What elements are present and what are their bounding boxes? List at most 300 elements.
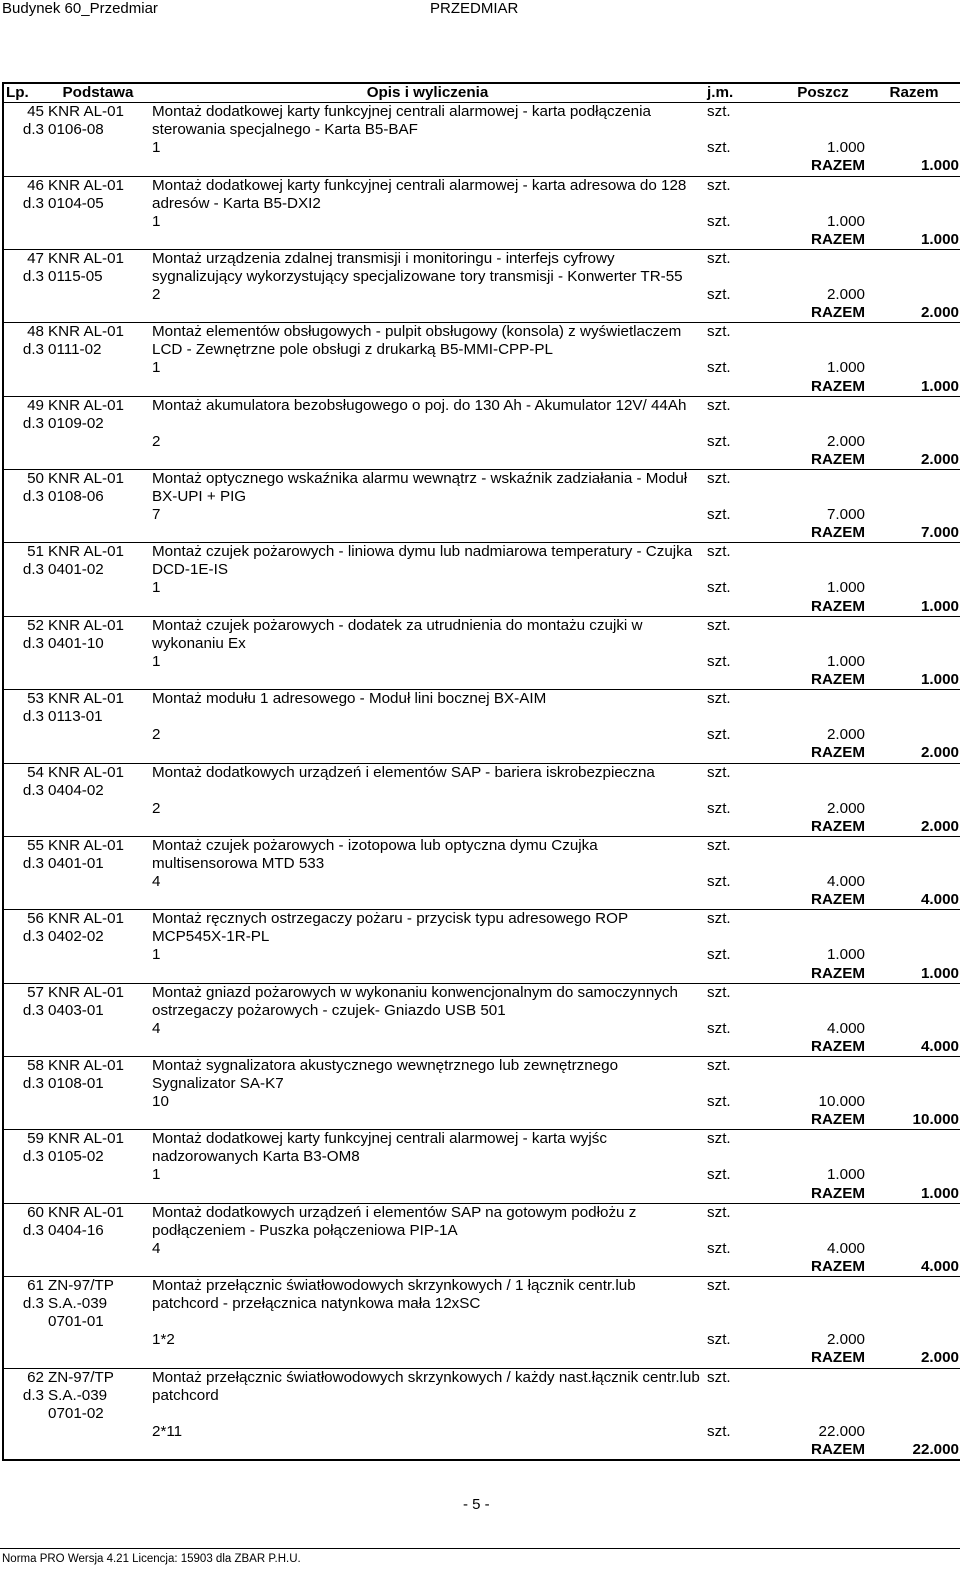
empty-cell xyxy=(3,157,46,176)
item-section-ref: d.3 xyxy=(22,1295,44,1313)
item-number xyxy=(3,616,46,653)
calc-expression: 4 xyxy=(152,1239,161,1257)
item-basis-line: 0701-02 xyxy=(48,1404,104,1422)
item-description: Montaż dodatkowej karty funkcyjnej centrali alarmowej - karta adresowa do 128 adresów - Karta B5-DXI2 xyxy=(152,176,687,212)
empty-cell xyxy=(867,1057,960,1094)
table-row xyxy=(3,1057,960,1094)
item-description: Montaż przełącznic światłowodowych skrzynkowych / każdy nast.łącznik centr.lub patchcord xyxy=(152,1368,700,1404)
item-basis xyxy=(46,323,150,360)
empty-cell xyxy=(46,1258,150,1277)
calc-value: 1.000 xyxy=(826,579,865,597)
item-number-value: 55 xyxy=(27,836,44,854)
item-unit: szt. xyxy=(707,836,731,854)
item-section-ref: d.3 xyxy=(22,928,44,946)
empty-cell xyxy=(46,304,150,323)
total-row xyxy=(3,1185,960,1204)
empty-cell xyxy=(150,378,705,397)
item-basis-line: ZN-97/TP xyxy=(48,1277,114,1295)
item-number xyxy=(3,249,46,286)
total-row xyxy=(3,231,960,250)
empty-cell xyxy=(779,103,867,140)
total-label: RAZEM xyxy=(779,1111,867,1130)
calc-expression: 2 xyxy=(152,726,161,744)
total-label: RAZEM xyxy=(779,1185,867,1204)
col-header-podstawa: Podstawa xyxy=(46,83,150,103)
calc-expression: 1 xyxy=(152,579,161,597)
total-label: RAZEM xyxy=(779,524,867,543)
total-value: 1.000 xyxy=(867,157,960,176)
item-unit: szt. xyxy=(707,690,731,708)
empty-cell xyxy=(779,1130,867,1167)
calc-row xyxy=(3,213,960,231)
empty-cell xyxy=(3,1240,46,1258)
empty-cell xyxy=(867,763,960,800)
item-basis xyxy=(46,983,150,1020)
item-basis xyxy=(46,690,150,727)
table-row xyxy=(3,323,960,360)
calc-value: 1.000 xyxy=(826,946,865,964)
item-number xyxy=(3,910,46,947)
item-unit: szt. xyxy=(707,323,731,341)
calc-row xyxy=(3,1020,960,1038)
total-label: RAZEM xyxy=(779,231,867,250)
empty-cell xyxy=(867,1020,960,1038)
item-unit: szt. xyxy=(707,1203,731,1221)
empty-cell xyxy=(705,1038,779,1057)
empty-cell xyxy=(867,1368,960,1423)
table-row xyxy=(3,1130,960,1167)
empty-cell xyxy=(3,744,46,763)
total-row xyxy=(3,1038,960,1057)
empty-cell xyxy=(3,1349,46,1368)
item-basis-line: 0401-10 xyxy=(48,634,104,652)
item-number xyxy=(3,1130,46,1167)
total-row xyxy=(3,524,960,543)
total-label: RAZEM xyxy=(779,598,867,617)
item-description: Montaż dodatkowej karty funkcyjnej centrali alarmowej - karta podłączenia sterowania specjalnego - Karta B5-BAF xyxy=(152,103,651,139)
item-basis-line: KNR AL-01 xyxy=(48,1130,124,1148)
col-header-lp: Lp. xyxy=(3,83,46,103)
calc-value: 2.000 xyxy=(826,285,865,303)
col-header-jm: j.m. xyxy=(705,83,779,103)
empty-cell xyxy=(3,359,46,377)
calc-row xyxy=(3,1240,960,1258)
table-row xyxy=(3,763,960,800)
empty-cell xyxy=(779,1203,867,1240)
table-row xyxy=(3,543,960,580)
calc-expression: 2*11 xyxy=(152,1422,183,1440)
table-row xyxy=(3,983,960,1020)
empty-cell xyxy=(867,1166,960,1184)
item-number-value: 46 xyxy=(27,176,44,194)
item-basis-line: 0113-01 xyxy=(48,708,103,726)
item-basis-line: KNR AL-01 xyxy=(48,983,124,1001)
item-section-ref: d.3 xyxy=(22,341,44,359)
item-basis xyxy=(46,910,150,947)
empty-cell xyxy=(150,965,705,984)
calc-value: 2.000 xyxy=(826,432,865,450)
empty-cell xyxy=(3,946,46,964)
empty-cell xyxy=(3,1185,46,1204)
item-unit: szt. xyxy=(707,910,731,928)
calc-value: 7.000 xyxy=(826,506,865,524)
item-section-ref: d.3 xyxy=(22,414,44,432)
empty-cell xyxy=(3,671,46,690)
empty-cell xyxy=(705,1349,779,1368)
item-description: Montaż akumulatora bezobsługowego o poj. do 130 Ah - Akumulator 12V/ 44Ah xyxy=(152,396,687,414)
empty-cell xyxy=(867,396,960,433)
item-unit: szt. xyxy=(707,763,731,781)
total-row xyxy=(3,965,960,984)
calc-unit: szt. xyxy=(707,652,731,670)
item-basis xyxy=(46,396,150,433)
item-unit: szt. xyxy=(707,1277,731,1295)
item-number xyxy=(3,690,46,727)
item-unit: szt. xyxy=(707,103,731,121)
table-row xyxy=(3,1203,960,1240)
item-section-ref: d.3 xyxy=(22,634,44,652)
empty-cell xyxy=(46,653,150,671)
total-row xyxy=(3,1111,960,1130)
item-unit: szt. xyxy=(707,543,731,561)
item-number xyxy=(3,103,46,140)
total-label: RAZEM xyxy=(779,1349,867,1368)
item-basis-line: 0108-01 xyxy=(48,1075,104,1093)
calc-row xyxy=(3,1331,960,1349)
empty-cell xyxy=(705,524,779,543)
item-unit: szt. xyxy=(707,176,731,194)
item-section-ref: d.3 xyxy=(22,121,44,139)
calc-expression: 1*2 xyxy=(152,1331,175,1349)
empty-cell xyxy=(779,470,867,507)
empty-cell xyxy=(46,1166,150,1184)
item-basis-line: 0106-08 xyxy=(48,121,104,139)
empty-cell xyxy=(705,304,779,323)
calc-expression: 1 xyxy=(152,946,161,964)
empty-cell xyxy=(3,1441,46,1460)
calc-row xyxy=(3,506,960,524)
total-value: 2.000 xyxy=(867,744,960,763)
item-unit: szt. xyxy=(707,1057,731,1075)
empty-cell xyxy=(46,598,150,617)
total-row xyxy=(3,598,960,617)
item-basis xyxy=(46,543,150,580)
empty-cell xyxy=(779,1057,867,1094)
empty-cell xyxy=(46,451,150,470)
empty-cell xyxy=(46,286,150,304)
calc-value: 2.000 xyxy=(826,726,865,744)
empty-cell xyxy=(46,378,150,397)
item-unit: szt. xyxy=(707,470,731,488)
empty-cell xyxy=(867,433,960,451)
item-basis-line: 0401-02 xyxy=(48,561,104,579)
empty-cell xyxy=(3,506,46,524)
item-basis-line: KNR AL-01 xyxy=(48,763,124,781)
empty-cell xyxy=(46,1020,150,1038)
empty-cell xyxy=(779,910,867,947)
empty-cell xyxy=(779,1277,867,1332)
table-row xyxy=(3,690,960,727)
calc-expression: 2 xyxy=(152,432,161,450)
empty-cell xyxy=(867,103,960,140)
item-number xyxy=(3,543,46,580)
empty-cell xyxy=(705,818,779,837)
document-header-title: PRZEDMIAR xyxy=(430,0,519,17)
table-row xyxy=(3,1277,960,1332)
calc-expression: 4 xyxy=(152,1019,161,1037)
item-basis-line: KNR AL-01 xyxy=(48,836,124,854)
empty-cell xyxy=(46,1441,150,1460)
item-number xyxy=(3,323,46,360)
item-section-ref: d.3 xyxy=(22,561,44,579)
item-basis-line: 0402-02 xyxy=(48,928,104,946)
table-row xyxy=(3,1368,960,1423)
empty-cell xyxy=(3,524,46,543)
item-basis xyxy=(46,1277,150,1332)
empty-cell xyxy=(867,690,960,727)
item-unit: szt. xyxy=(707,1368,731,1386)
item-description: Montaż urządzenia zdalnej transmisji i monitoringu - interfejs cyfrowy sygnalizujący wykorzystujący specjalizowane tory transmisji - Konwerter TR-55 xyxy=(152,249,683,285)
footer-divider xyxy=(0,1548,960,1549)
empty-cell xyxy=(46,1240,150,1258)
empty-cell xyxy=(46,671,150,690)
total-label: RAZEM xyxy=(779,1441,867,1460)
empty-cell xyxy=(779,763,867,800)
calc-row xyxy=(3,1093,960,1111)
calc-row xyxy=(3,1423,960,1441)
item-number-value: 62 xyxy=(27,1368,44,1386)
cost-estimate-table xyxy=(2,82,960,1461)
empty-cell xyxy=(46,726,150,744)
empty-cell xyxy=(867,286,960,304)
item-unit: szt. xyxy=(707,983,731,1001)
item-description: Montaż dodatkowej karty funkcyjnej centrali alarmowej - karta wyjśc nadzorowanych Karta B3-OM8 xyxy=(152,1130,607,1166)
item-basis xyxy=(46,616,150,653)
item-basis-line: KNR AL-01 xyxy=(48,176,124,194)
empty-cell xyxy=(779,616,867,653)
empty-cell xyxy=(3,139,46,157)
calc-row xyxy=(3,139,960,157)
empty-cell xyxy=(867,506,960,524)
calc-row xyxy=(3,800,960,818)
calc-unit: szt. xyxy=(707,285,731,303)
item-section-ref: d.3 xyxy=(22,1221,44,1239)
item-basis-line: KNR AL-01 xyxy=(48,470,124,488)
total-label: RAZEM xyxy=(779,1038,867,1057)
empty-cell xyxy=(150,1349,705,1368)
total-label: RAZEM xyxy=(779,1258,867,1277)
item-number-value: 59 xyxy=(27,1130,44,1148)
empty-cell xyxy=(46,946,150,964)
empty-cell xyxy=(150,157,705,176)
empty-cell xyxy=(779,249,867,286)
calc-expression: 1 xyxy=(152,359,161,377)
calc-expression: 7 xyxy=(152,506,161,524)
total-value: 1.000 xyxy=(867,231,960,250)
empty-cell xyxy=(867,800,960,818)
total-row xyxy=(3,378,960,397)
calc-unit: szt. xyxy=(707,359,731,377)
empty-cell xyxy=(150,1038,705,1057)
empty-cell xyxy=(867,579,960,597)
total-value: 4.000 xyxy=(867,1038,960,1057)
item-number-value: 52 xyxy=(27,616,44,634)
empty-cell xyxy=(3,213,46,231)
empty-cell xyxy=(867,1203,960,1240)
total-label: RAZEM xyxy=(779,304,867,323)
item-number xyxy=(3,983,46,1020)
item-number-value: 51 xyxy=(27,543,44,561)
calc-unit: szt. xyxy=(707,432,731,450)
empty-cell xyxy=(867,249,960,286)
empty-cell xyxy=(705,671,779,690)
item-description: Montaż elementów obsługowych - pulpit obsługowy (konsola) z wyświetlaczem LCD - Zewnętrzne pole obsługi z drukarką B5-MMI-CPP-PL xyxy=(152,323,682,359)
item-basis-line: KNR AL-01 xyxy=(48,1203,124,1221)
empty-cell xyxy=(3,286,46,304)
item-number xyxy=(3,470,46,507)
total-value: 1.000 xyxy=(867,671,960,690)
calc-expression: 1 xyxy=(152,212,161,230)
empty-cell xyxy=(705,598,779,617)
total-row xyxy=(3,671,960,690)
item-basis-line: 0404-02 xyxy=(48,781,104,799)
item-basis-line: S.A.-039 xyxy=(48,1386,108,1404)
item-number xyxy=(3,1057,46,1094)
table-row xyxy=(3,249,960,286)
total-value: 2.000 xyxy=(867,451,960,470)
total-label: RAZEM xyxy=(779,157,867,176)
calc-value: 1.000 xyxy=(826,139,865,157)
empty-cell xyxy=(867,543,960,580)
item-section-ref: d.3 xyxy=(22,267,44,285)
item-description: Montaż modułu 1 adresowego - Moduł lini bocznej BX-AIM xyxy=(152,690,547,708)
calc-value: 4.000 xyxy=(826,872,865,890)
calc-value: 4.000 xyxy=(826,1019,865,1037)
total-value: 1.000 xyxy=(867,378,960,397)
total-value: 22.000 xyxy=(867,1441,960,1460)
item-number xyxy=(3,836,46,873)
empty-cell xyxy=(867,1093,960,1111)
calc-value: 4.000 xyxy=(826,1239,865,1257)
calc-row xyxy=(3,1166,960,1184)
empty-cell xyxy=(46,1331,150,1349)
empty-cell xyxy=(867,1277,960,1332)
table-row xyxy=(3,910,960,947)
col-header-razem: Razem xyxy=(867,83,960,103)
empty-cell xyxy=(3,965,46,984)
empty-cell xyxy=(867,653,960,671)
item-basis-line: 0109-02 xyxy=(48,414,104,432)
empty-cell xyxy=(867,213,960,231)
total-value: 7.000 xyxy=(867,524,960,543)
empty-cell xyxy=(3,304,46,323)
item-basis xyxy=(46,763,150,800)
calc-row xyxy=(3,433,960,451)
item-unit: szt. xyxy=(707,396,731,414)
empty-cell xyxy=(3,1166,46,1184)
empty-cell xyxy=(150,671,705,690)
calc-row xyxy=(3,946,960,964)
empty-cell xyxy=(46,231,150,250)
empty-cell xyxy=(705,1185,779,1204)
empty-cell xyxy=(867,873,960,891)
item-basis-line: 0701-01 xyxy=(48,1313,104,1331)
item-basis-line: KNR AL-01 xyxy=(48,103,124,121)
item-number-value: 54 xyxy=(27,763,44,781)
calc-row xyxy=(3,726,960,744)
calc-row xyxy=(3,579,960,597)
empty-cell xyxy=(867,616,960,653)
item-section-ref: d.3 xyxy=(22,1001,44,1019)
empty-cell xyxy=(3,433,46,451)
calc-value: 2.000 xyxy=(826,799,865,817)
item-unit: szt. xyxy=(707,1130,731,1148)
item-number-value: 58 xyxy=(27,1057,44,1075)
calc-unit: szt. xyxy=(707,1331,731,1349)
table-row xyxy=(3,176,960,213)
calc-unit: szt. xyxy=(707,946,731,964)
empty-cell xyxy=(705,744,779,763)
empty-cell xyxy=(867,983,960,1020)
calc-unit: szt. xyxy=(707,1093,731,1111)
item-basis-line: KNR AL-01 xyxy=(48,910,124,928)
empty-cell xyxy=(705,451,779,470)
calc-expression: 2 xyxy=(152,285,161,303)
item-number-value: 60 xyxy=(27,1203,44,1221)
empty-cell xyxy=(3,726,46,744)
empty-cell xyxy=(150,1111,705,1130)
empty-cell xyxy=(3,1111,46,1130)
calc-value: 1.000 xyxy=(826,652,865,670)
total-label: RAZEM xyxy=(779,671,867,690)
empty-cell xyxy=(3,378,46,397)
item-basis-line: ZN-97/TP xyxy=(48,1368,114,1386)
empty-cell xyxy=(3,1093,46,1111)
empty-cell xyxy=(46,800,150,818)
empty-cell xyxy=(705,157,779,176)
empty-cell xyxy=(867,910,960,947)
table-row xyxy=(3,836,960,873)
empty-cell xyxy=(3,1020,46,1038)
empty-cell xyxy=(46,965,150,984)
item-number xyxy=(3,396,46,433)
empty-cell xyxy=(867,836,960,873)
empty-cell xyxy=(150,818,705,837)
item-section-ref: d.3 xyxy=(22,1148,44,1166)
calc-unit: szt. xyxy=(707,506,731,524)
calc-expression: 1 xyxy=(152,139,161,157)
empty-cell xyxy=(779,983,867,1020)
empty-cell xyxy=(46,1349,150,1368)
item-section-ref: d.3 xyxy=(22,708,44,726)
empty-cell xyxy=(705,965,779,984)
empty-cell xyxy=(46,1111,150,1130)
total-value: 1.000 xyxy=(867,965,960,984)
total-row xyxy=(3,818,960,837)
total-row xyxy=(3,1441,960,1460)
item-basis-line: KNR AL-01 xyxy=(48,543,124,561)
empty-cell xyxy=(150,744,705,763)
item-number xyxy=(3,1368,46,1423)
item-basis xyxy=(46,470,150,507)
empty-cell xyxy=(779,176,867,213)
item-basis-line: KNR AL-01 xyxy=(48,323,124,341)
item-number-value: 49 xyxy=(27,396,44,414)
empty-cell xyxy=(150,524,705,543)
item-description: Montaż dodatkowych urządzeń i elementów SAP na gotowym podłożu z podłączeniem - Puszka połączeniowa PIP-1A xyxy=(152,1203,637,1239)
item-basis-line: 0403-01 xyxy=(48,1001,104,1019)
empty-cell xyxy=(779,543,867,580)
